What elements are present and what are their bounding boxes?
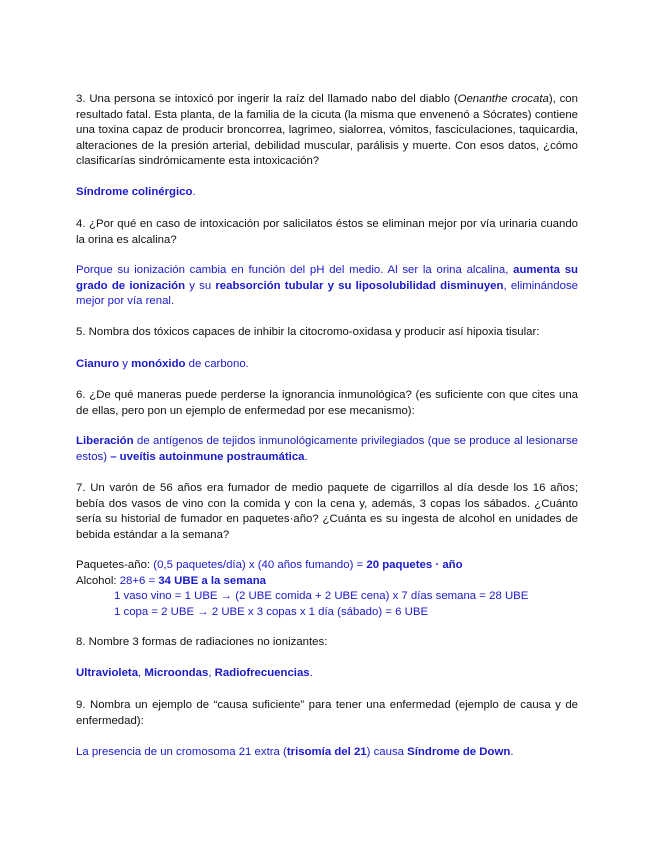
question-7: 7. Un varón de 56 años era fumador de medio paquete de cigarrillos al día desde los 16 años; bebía dos vasos de vino con la comida y con la cena y, además, 3 copas los sábados. ¿Cuánto sería su historial de fumador en paquetes·año? ¿Cuánta es su ingesta de alcohol en unidades de bebida estándar a la semana?	[76, 482, 578, 541]
wine-calc-line: 1 vaso vino = 1 UBE → (2 UBE comida + 2 UBE cena) x 7 días semana = 28 UBE	[114, 590, 529, 602]
answer-9: La presencia de un cromosoma 21 extra (trisomía del 21) causa Síndrome de Down.	[76, 746, 514, 758]
question-9: 9. Nombra un ejemplo de “causa suficiente” para tener una enfermedad (ejemplo de causa y de enfermedad):	[76, 699, 578, 727]
question-6: 6. ¿De qué maneras puede perderse la ignorancia inmunológica? (es suficiente con que cites una de ellas, pero pon un ejemplo de enfermedad por ese mecanismo):	[76, 389, 578, 417]
alcohol-line: Alcohol: 28+6 = 34 UBE a la semana	[76, 574, 266, 587]
answer-6: Liberación de antígenos de tejidos inmunológicamente privilegiados (que se produce al lesionarse estos) – uveítis autoinmune postraumática.	[76, 435, 578, 463]
answer-5: Cianuro y monóxido de carbono.	[76, 358, 249, 370]
answer-8: Ultravioleta, Microondas, Radiofrecuencias.	[76, 667, 313, 679]
question-3: 3. Una persona se intoxicó por ingerir la raíz del llamado nabo del diablo (Oenanthe crocata), con resultado fatal. Esta planta, de la familia de la cicuta (la misma que envenenó a Sócrates) contiene una toxina capaz de producir broncorrea, lagrimeo, sialorrea, vómitos, fasciculaciones, taquicardia, alteraciones de la presión arterial, debilidad muscular, parálisis y muerte. Con esos datos, ¿cómo clasificarías sindrómicamente esta intoxicación?	[76, 93, 578, 167]
species-name: Oenanthe crocata	[457, 93, 549, 105]
question-4: 4. ¿Por qué en caso de intoxicación por salicilatos éstos se eliminan mejor por vía urinaria cuando la orina es alcalina?	[76, 218, 578, 246]
answer-7	[76, 558, 578, 620]
cup-calc-line: 1 copa = 2 UBE → 2 UBE x 3 copas x 1 día (sábado) = 6 UBE	[114, 605, 429, 618]
question-5: 5. Nombra dos tóxicos capaces de inhibir la citocromo-oxidasa y producir así hipoxia tisular:	[76, 326, 540, 338]
packs-year-line: Paquetes-año: (0,5 paquetes/día) x (40 años fumando) = 20 paquetes · año	[76, 559, 463, 571]
answer-4: Porque su ionización cambia en función del pH del medio. Al ser la orina alcalina, aumenta su grado de ionización y su reabsorción tubular y su liposolubilidad disminuyen, eliminándose mejor por vía renal.	[76, 264, 578, 307]
answer-3: Síndrome colinérgico.	[76, 186, 196, 198]
question-8: 8. Nombre 3 formas de radiaciones no ionizantes:	[76, 636, 328, 648]
